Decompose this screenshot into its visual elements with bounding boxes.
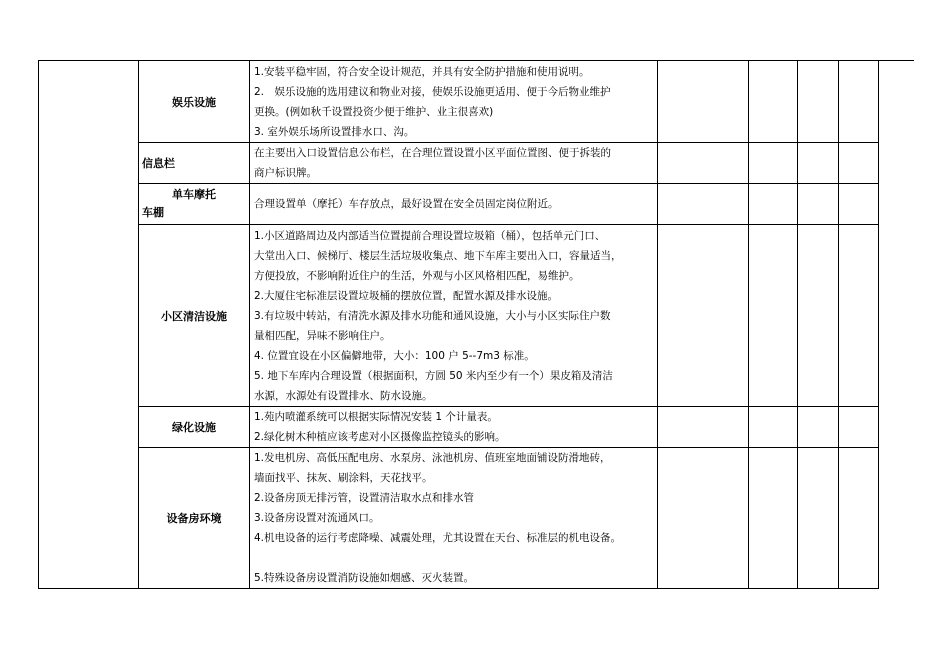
check-cell — [798, 184, 839, 225]
description-line: 水源，水源处有设置排水、防水设施。 — [254, 389, 433, 402]
description-line: 2.大厦住宅标准层设置垃圾桶的摆放位置，配置水源及排水设施。 — [254, 289, 559, 302]
description-line: 3. 室外娱乐场所设置排水口、沟。 — [254, 125, 415, 138]
description-line: 合理设置单（摩托）车存放点，最好设置在安全员固定岗位附近。 — [254, 198, 559, 210]
check-cell — [749, 184, 798, 225]
category-label: 小区清洁设施 — [161, 309, 227, 323]
description-line: 更换。(例如秋千设置投资少便于维护、业主很喜欢) — [254, 105, 494, 118]
check-cell — [658, 61, 749, 143]
category-cell — [139, 61, 250, 143]
check-cell — [658, 407, 749, 448]
check-cell — [658, 184, 749, 225]
check-cell — [839, 225, 879, 407]
category-cell — [139, 448, 250, 589]
check-cell — [658, 143, 749, 184]
description-line: 1.苑内喷灌系统可以根据实际情况安装 1 个计量表。 — [254, 411, 498, 423]
check-cell — [798, 407, 839, 448]
check-cell — [798, 448, 839, 589]
description-line: 方便投放，不影响附近住户的生活，外观与小区风格相匹配，易维护。 — [254, 269, 580, 282]
check-cell — [749, 448, 798, 589]
description-line: 4.机电设备的运行考虑降噪、减震处理，尤其设置在天台、标准层的机电设备。 — [254, 532, 622, 544]
check-cell — [798, 143, 839, 184]
check-cell — [658, 448, 749, 589]
description-line: 墙面找平、抹灰、刷涂料，天花找平。 — [254, 472, 433, 484]
description-cell — [250, 225, 658, 407]
description-line: 2.设备房顶无排污管，设置清洁取水点和排水管 — [254, 492, 475, 504]
category-label: 信息栏 — [142, 157, 175, 170]
description-line: 商户标识牌。 — [254, 167, 317, 179]
description-cell — [250, 448, 658, 589]
category-cell — [139, 184, 250, 225]
check-cell — [839, 407, 879, 448]
check-cell — [749, 143, 798, 184]
check-cell — [749, 407, 798, 448]
check-cell — [658, 225, 749, 407]
description-line: 1.小区道路周边及内部适当位置提前合理设置垃圾箱（桶），包括单元门口、 — [254, 229, 606, 242]
category-label: 娱乐设施 — [172, 95, 216, 109]
description-line: 4. 位置宜设在小区偏僻地带，大小：100 户 5--7m3 标准。 — [254, 349, 535, 362]
category-label: 设备房环境 — [166, 512, 222, 525]
description-line: 3.设备房设置对流通风口。 — [254, 512, 380, 524]
check-cell — [839, 448, 879, 589]
description-line: 1.安装平稳牢固，符合安全设计规范，并具有安全防护措施和使用说明。 — [254, 65, 590, 78]
check-cell — [839, 184, 879, 225]
description-line: 5.特殊设备房设置消防设施如烟感、灭火装置。 — [254, 572, 475, 584]
header-rule — [878, 60, 914, 61]
description-line: 在主要出入口设置信息公布栏，在合理位置设置小区平面位置图、便于拆装的 — [254, 147, 611, 159]
table-row-entertainment — [39, 61, 879, 143]
description-line: 大堂出入口、候梯厅、楼层生活垃圾收集点、地下车库主要出入口，容量适当， — [254, 249, 622, 262]
check-cell — [798, 61, 839, 143]
check-cell — [749, 225, 798, 407]
table-row-greening — [39, 407, 879, 448]
description-line: 2. 娱乐设施的选用建议和物业对接，使娱乐设施更适用、便于今后物业维护 — [254, 85, 611, 98]
category-cell — [139, 225, 250, 407]
table-row-equipment-room — [39, 448, 879, 589]
description-line: 5. 地下车库内合理设置（根据面积，方圆 50 米内至少有一个）果皮箱及清洁 — [254, 369, 613, 382]
check-cell — [839, 61, 879, 143]
category-cell — [139, 407, 250, 448]
description-line: 1.发电机房、高低压配电房、水泵房、泳池机房、值班室地面铺设防滑地砖， — [254, 452, 611, 464]
check-cell — [839, 143, 879, 184]
description-line: 3.有垃圾中转站，有清洗水源及排水功能和通风设施，大小与小区实际住户数 — [254, 309, 611, 322]
description-line: 量相匹配，异味不影响住户。 — [254, 329, 391, 342]
check-cell — [749, 61, 798, 143]
description-cell — [250, 61, 658, 143]
table-row-cleaning — [39, 225, 879, 407]
category-cell — [139, 143, 250, 184]
description-line: 2.绿化树木种植应该考虑对小区摄像监控镜头的影响。 — [254, 431, 506, 443]
section-column — [39, 61, 139, 589]
description-cell — [250, 184, 658, 225]
facility-spec-table — [38, 60, 879, 589]
table-row-info-board — [39, 143, 879, 184]
blank-line — [254, 548, 655, 568]
description-cell — [250, 407, 658, 448]
check-cell — [798, 225, 839, 407]
description-cell — [250, 143, 658, 184]
table-row-bike-shed — [39, 184, 879, 225]
category-label: 绿化设施 — [172, 421, 216, 434]
category-label: 车棚 — [142, 206, 164, 219]
category-label: 单车摩托 — [172, 188, 216, 201]
